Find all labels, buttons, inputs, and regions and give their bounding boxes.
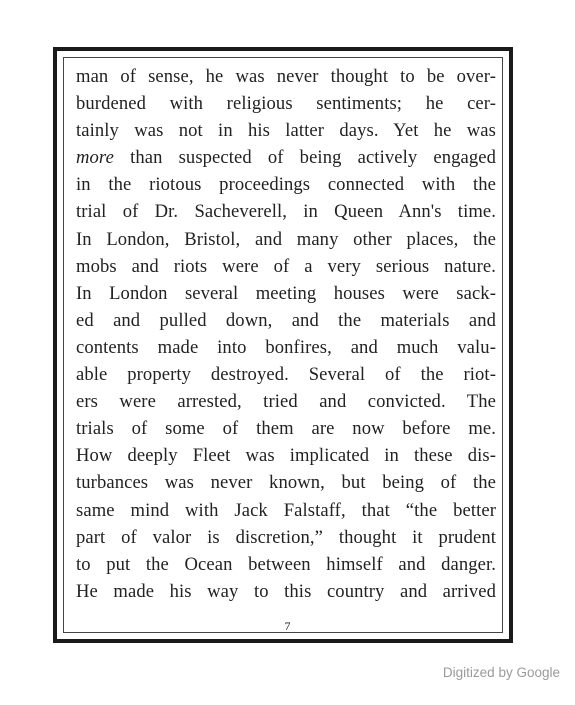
text-line: man of sense, he was never thought to be over- bbox=[76, 66, 496, 87]
text-line: trial of Dr. Sacheverell, in Queen Ann's time. bbox=[76, 201, 496, 223]
text-line: contents made into bonfires, and much valu- bbox=[76, 336, 496, 358]
text-line: ers were arrested, tried and convicted. The bbox=[76, 391, 496, 413]
text-line: part of valor is discretion,” thought it prudent bbox=[76, 526, 496, 548]
text-line: trials of some of them are now before me. bbox=[76, 418, 496, 440]
text-line: mobs and riots were of a very serious nature. bbox=[76, 255, 496, 277]
text-line: tainly was not in his latter days. Yet he was bbox=[76, 120, 496, 142]
text-line: able property destroyed. Several of the riot- bbox=[76, 364, 496, 386]
text-line: In London, Bristol, and many other places, the bbox=[76, 228, 496, 250]
text-line: He made his way to this country and arrived bbox=[76, 580, 496, 602]
page-number: 7 bbox=[284, 619, 291, 633]
digitized-watermark: Digitized by Google bbox=[442, 665, 560, 680]
text-line: In London several meeting houses were sack- bbox=[76, 282, 496, 304]
text-line: How deeply Fleet was implicated in these dis- bbox=[76, 445, 496, 467]
text-line: to put the Ocean between himself and danger. bbox=[76, 553, 496, 575]
body-text bbox=[76, 63, 496, 605]
text-line: burdened with religious sentiments; he cer- bbox=[76, 93, 496, 115]
text-line: same mind with Jack Falstaff, that “the better bbox=[76, 499, 496, 521]
text-line: turbances was never known, but being of the bbox=[76, 472, 496, 494]
text-line: in the riotous proceedings connected with the bbox=[76, 174, 496, 196]
text-line-with-italic bbox=[76, 144, 496, 171]
text-line-rest: than suspected of being actively engaged bbox=[130, 147, 497, 169]
italic-word: more bbox=[76, 147, 114, 169]
text-line: ed and pulled down, and the materials and bbox=[76, 309, 496, 331]
